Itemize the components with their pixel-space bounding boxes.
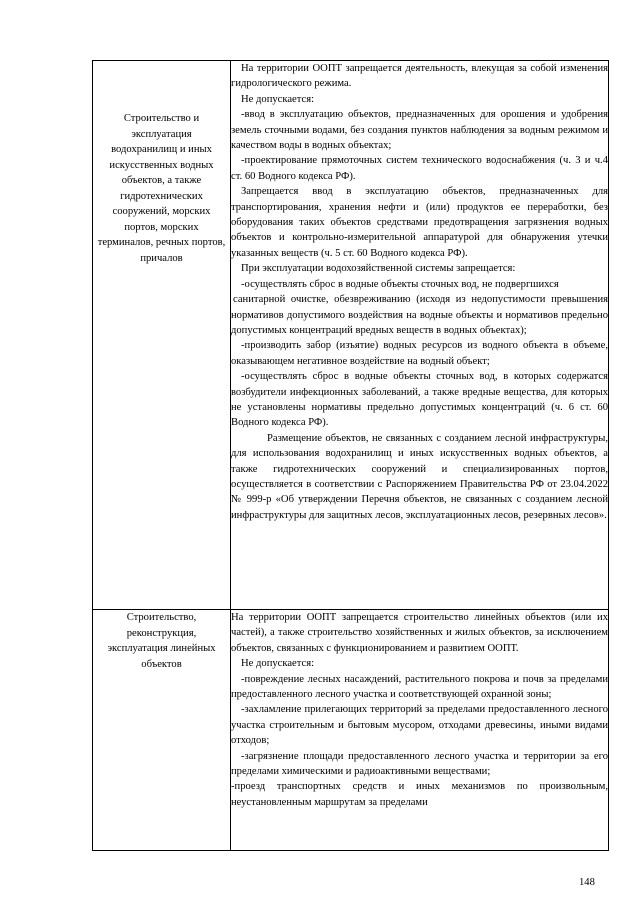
regulation-cell bbox=[231, 610, 609, 851]
page-number: 148 bbox=[579, 877, 595, 888]
table-row bbox=[93, 61, 609, 610]
paragraph: -проезд транспортных средств и иных механизмов по произвольным, неустановленным маршрутам за пределами bbox=[231, 781, 608, 808]
paragraph: -ввод в эксплуатацию объектов, предназначенных для орошения и удобрения земель сточными водами, без создания пунктов наблюдения за водным режимом и качеством воды в водных объектах; bbox=[231, 109, 608, 152]
paragraph: На территории ООПТ запрещается строительство линейных объектов (или их частей), а также строительство хозяйственных и жилых объектов, за исключением объектов, связанных с функционированием и развитием ООПТ. bbox=[231, 612, 608, 654]
paragraph: Не допускается: bbox=[241, 93, 315, 105]
document-table bbox=[92, 60, 609, 851]
paragraph: Не допускается: bbox=[241, 658, 315, 670]
activity-cell bbox=[93, 61, 231, 610]
activity-name: Строительство и эксплуатация водохранилищ и иных искусственных водных объектов, а также гидротехнических сооружений, морских портов, морских терминалов, речных портов, причалов bbox=[97, 113, 226, 264]
paragraph: -осуществлять сброс в водные объекты сточных вод, в которых содержатся возбудители инфекционных заболеваний, а также вредные вещества, для которых не установлены нормативы предельно допустимых концентраций (ч. 6 ст. 60 Водного кодекса РФ). bbox=[231, 371, 608, 429]
table-row bbox=[93, 610, 609, 851]
activity-name: Строительство, реконструкция, эксплуатация линейных объектов bbox=[107, 612, 216, 670]
paragraph: На территории ООПТ запрещается деятельность, влекущая за собой изменения гидрологического режима. bbox=[231, 63, 608, 90]
paragraph: -загрязнение площади предоставленного лесного участка и территории за его пределами химическими и радиоактивными веществами; bbox=[231, 750, 608, 778]
paragraph: -производить забор (изъятие) водных ресурсов из водного объекта в объеме, оказывающем негативное воздействие на водный объект; bbox=[231, 340, 608, 367]
paragraph: санитарной очистке, обезвреживанию (исходя из недопустимости превышения нормативов допустимого воздействия на водные объекты и нормативов предельно допустимых концентраций вредных веществ в водных объектах); bbox=[231, 294, 608, 336]
activity-cell bbox=[93, 610, 231, 851]
paragraph: Размещение объектов, не связанных с созданием лесной инфраструктуры, для использования водохранилищ и иных искусственных водных объектов, а также гидротехнических сооружений и специализированных портов, осуществляется в соответствии с Распоряжением Правительства РФ от 23.04.2022 № 999-р «Об утверждении Перечня объектов, не связанных с созданием лесной инфраструктуры для защитных лесов, эксплуатационных лесов, резервных лесов». bbox=[231, 432, 608, 521]
paragraph: -осуществлять сброс в водные объекты сточных вод, не подвергшихся bbox=[241, 278, 559, 290]
paragraph: -захламление прилегающих территорий за пределами предоставленного лесного участка строительным и бытовым мусором, отходами древесины, иными видами отходов; bbox=[231, 704, 608, 747]
paragraph: -проектирование прямоточных систем технического водоснабжения (ч. 3 и ч.4 ст. 60 Водного кодекса РФ). bbox=[231, 155, 608, 182]
paragraph: При эксплуатации водохозяйственной системы запрещается: bbox=[241, 263, 516, 275]
paragraph: -повреждение лесных насаждений, растительного покрова и почв за пределами предоставленного лесного участка и соответствующей охранной зоны; bbox=[231, 673, 608, 701]
regulation-cell bbox=[231, 61, 609, 610]
paragraph: Запрещается ввод в эксплуатацию объектов, предназначенных для транспортирования, хранения нефти и (или) продуктов ее переработки, без оборудования таких объектов средствами предотвращения загрязнения водных объектов и контрольно-измерительной аппаратурой для обнаружения утечки указанных веществ (ч. 5 ст. 60 Водного кодекса РФ). bbox=[231, 186, 608, 259]
